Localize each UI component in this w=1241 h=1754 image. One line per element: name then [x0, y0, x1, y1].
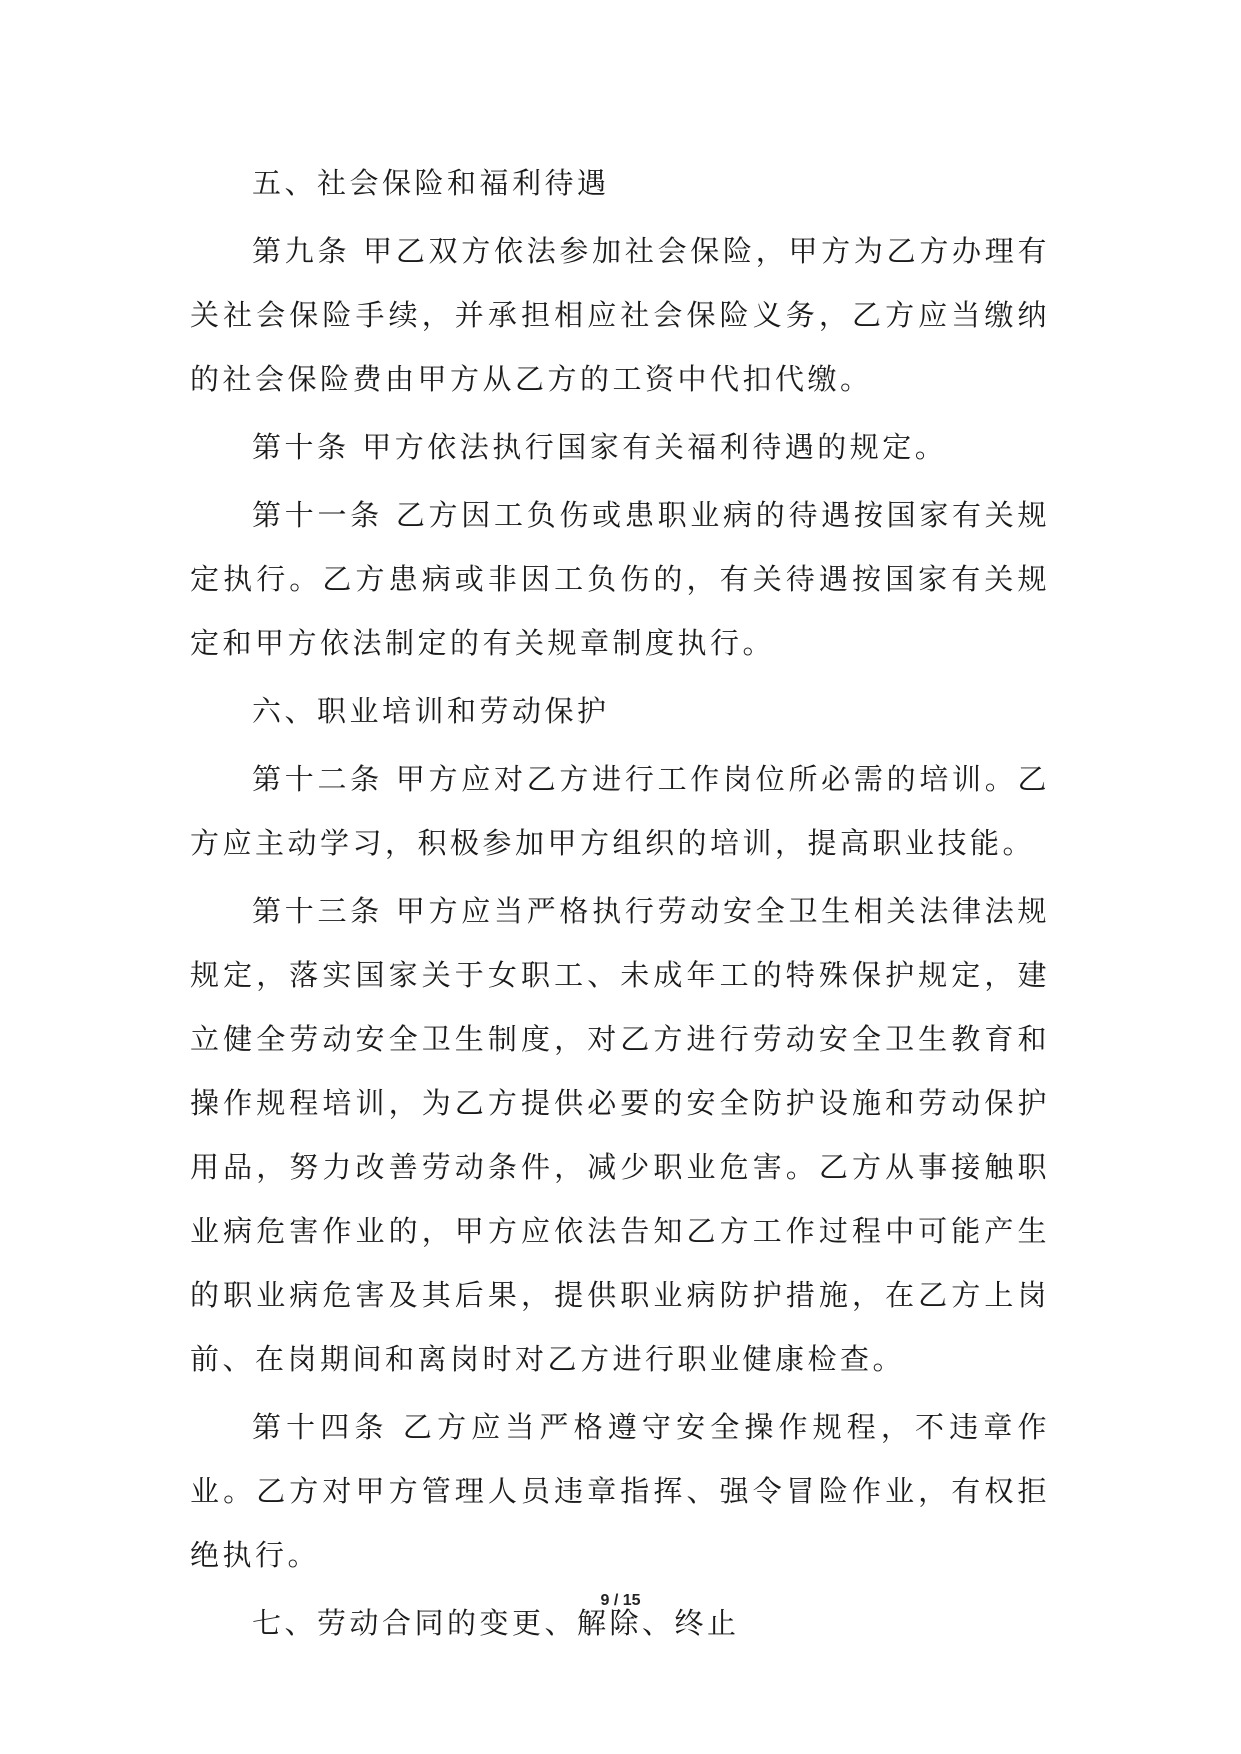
article-12: 第十二条 甲方应对乙方进行工作岗位所必需的培训。乙方应主动学习，积极参加甲方组织的培训，提高职业技能。 [190, 762, 1050, 860]
article-14: 第十四条 乙方应当严格遵守安全操作规程，不违章作业。乙方对甲方管理人员违章指挥、强令冒险作业，有权拒绝执行。 [190, 1410, 1050, 1572]
article-10: 第十条 甲方依法执行国家有关福利待遇的规定。 [252, 430, 948, 464]
section-heading-training-protection: 六、职业培训和劳动保护 [252, 694, 610, 728]
article-13: 第十三条 甲方应当严格执行劳动安全卫生相关法律法规规定，落实国家关于女职工、未成年工的特殊保护规定，建立健全劳动安全卫生制度，对乙方进行劳动安全卫生教育和操作规程培训，为乙方提供必要的安全防护设施和劳动保护用品，努力改善劳动条件，减少职业危害。乙方从事接触职业病危害作业的，甲方应依法告知乙方工作过程中可能产生的职业病危害及其后果，提供职业病防护措施，在乙方上岗前、在岗期间和离岗时对乙方进行职业健康检查。 [190, 894, 1050, 1376]
article-9: 第九条 甲乙双方依法参加社会保险，甲方为乙方办理有关社会保险手续，并承担相应社会保险义务，乙方应当缴纳的社会保险费由甲方从乙方的工资中代扣代缴。 [190, 234, 1050, 396]
section-heading-contract-changes: 七、劳动合同的变更、解除、终止 [252, 1606, 740, 1640]
page-number: 9 / 15 [600, 1592, 641, 1609]
article-11: 第十一条 乙方因工负伤或患职业病的待遇按国家有关规定执行。乙方患病或非因工负伤的，有关待遇按国家有关规定和甲方依法制定的有关规章制度执行。 [190, 498, 1050, 660]
section-heading-social-insurance: 五、社会保险和福利待遇 [252, 166, 610, 200]
document-body [190, 151, 1050, 1659]
